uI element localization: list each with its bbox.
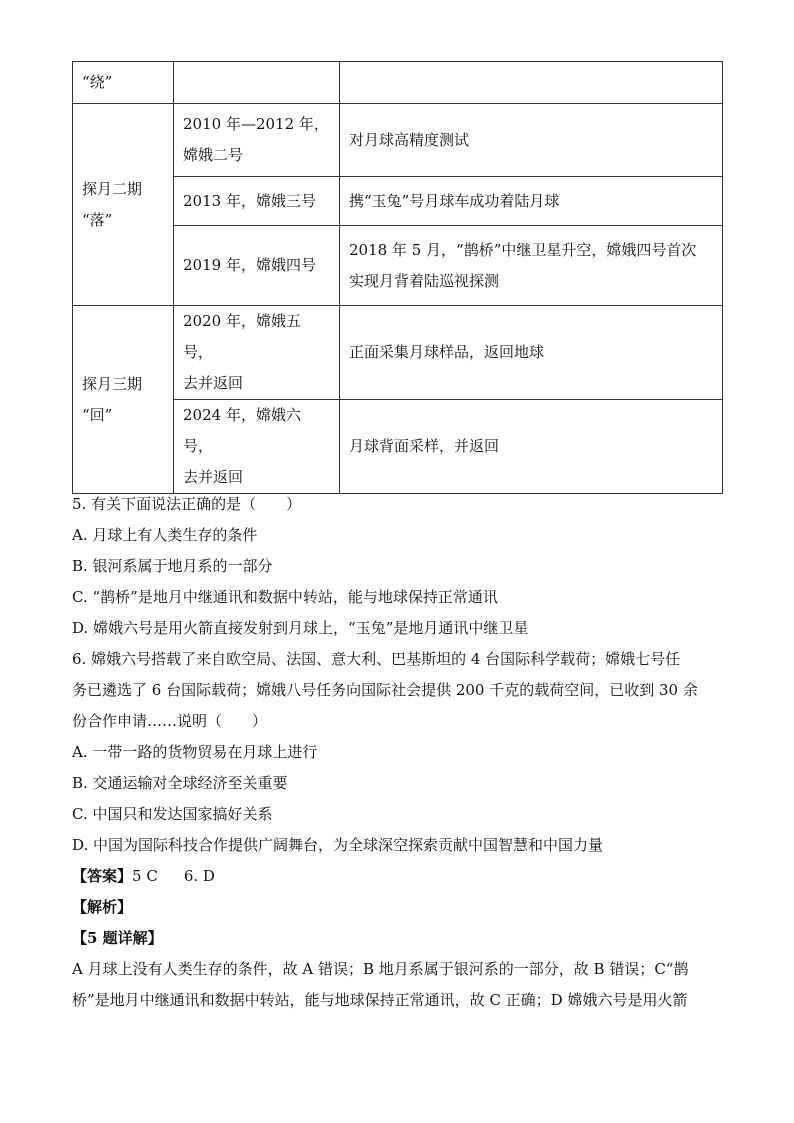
mission-note: 去并返回 — [183, 374, 244, 392]
description-cell: 月球背面采样，并返回 — [340, 400, 723, 494]
answer-line — [72, 861, 722, 892]
phase2-label-cell — [73, 104, 174, 306]
mission-name: 嫦娥二号 — [183, 146, 244, 164]
phase3-label-cell — [73, 306, 174, 494]
q6-stem-line: 务已遴选了 6 台国际载荷；嫦娥八号任务向国际社会提供 200 千克的载荷空间，已收到 30 余 — [72, 681, 698, 699]
description-cell: 携“玉兔”号月球车成功着陆月球 — [340, 177, 723, 226]
table-row — [73, 306, 723, 400]
time-text: 2010 年—2012 年， — [183, 115, 329, 133]
chang-e-mission-table — [72, 61, 723, 494]
analysis-label: 【解析】 — [72, 898, 133, 916]
q5-option-a: A. 月球上有人类生存的条件 — [72, 526, 258, 544]
q5-option-c: C. “鹊桥”是地月中继通讯和数据中转站，能与地球保持正常通讯 — [72, 588, 498, 606]
q6-option-b: B. 交通运输对全球经济至关重要 — [72, 774, 288, 792]
time-cell — [174, 400, 340, 494]
q6-stem-line: 份合作申请……说明（ ） — [72, 712, 268, 730]
time-cell — [174, 306, 340, 400]
description-text: 2018 年 5 月，“鹊桥”中继卫星升空，嫦娥四号首次 — [349, 240, 697, 259]
q6-option-a: A. 一带一路的货物贸易在月球上进行 — [72, 743, 318, 761]
phase3-label: 探月三期 — [82, 374, 143, 393]
time-cell — [174, 104, 340, 177]
time-text: 2020 年，嫦娥五号， — [183, 312, 301, 361]
answer-label: 【答案】 — [72, 867, 133, 885]
phase-label-cell: “绕” — [73, 62, 174, 104]
description-cell: 正面采集月球样品，返回地球 — [340, 306, 723, 400]
table-row — [73, 104, 723, 177]
q5-option-d: D. 嫦娥六号是用火箭直接发射到月球上，“玉兔”是地月通讯中继卫星 — [72, 619, 529, 637]
q6-option-c: C. 中国只和发达国家搞好关系 — [72, 805, 273, 823]
q5-option-b: B. 银河系属于地月系的一部分 — [72, 557, 273, 575]
phase2-label: 探月二期 — [82, 179, 143, 198]
time-cell — [174, 62, 340, 104]
phase2-keyword: “落” — [82, 210, 113, 229]
description-cell — [340, 62, 723, 104]
table-row — [73, 62, 723, 104]
description-cell — [340, 226, 723, 306]
detail5-label: 【5 题详解】 — [72, 929, 163, 947]
mission-note: 去并返回 — [183, 468, 244, 486]
q6-stem-line: 6. 嫦娥六号搭载了来自欧空局、法国、意大利、巴基斯坦的 4 台国际科学载荷；嫦娥七号任 — [72, 650, 681, 668]
time-text: 2024 年，嫦娥六号， — [183, 406, 301, 455]
time-cell: 2013 年，嫦娥三号 — [174, 177, 340, 226]
time-cell: 2019 年，嫦娥四号 — [174, 226, 340, 306]
q6-option-d: D. 中国为国际科技合作提供广阔舞台，为全球深空探索贡献中国智慧和中国力量 — [72, 836, 604, 854]
answer-q6: 6. D — [183, 867, 215, 885]
answer-q5: 5 C — [132, 867, 158, 885]
question-section — [72, 489, 722, 1016]
detail5-line: 桥”是地月中继通讯和数据中转站，能与地球保持正常通讯，故 C 正确；D 嫦娥六号是用火箭 — [72, 991, 688, 1009]
detail5-line: A 月球上没有人类生存的条件，故 A 错误；B 地月系属于银河系的一部分，故 B 错误；C“鹊 — [72, 960, 689, 978]
description-text: 实现月背着陆巡视探测 — [349, 271, 500, 290]
phase3-keyword: “回” — [82, 405, 113, 424]
q5-stem: 5. 有关下面说法正确的是（ ） — [72, 495, 302, 513]
description-cell: 对月球高精度测试 — [340, 104, 723, 177]
